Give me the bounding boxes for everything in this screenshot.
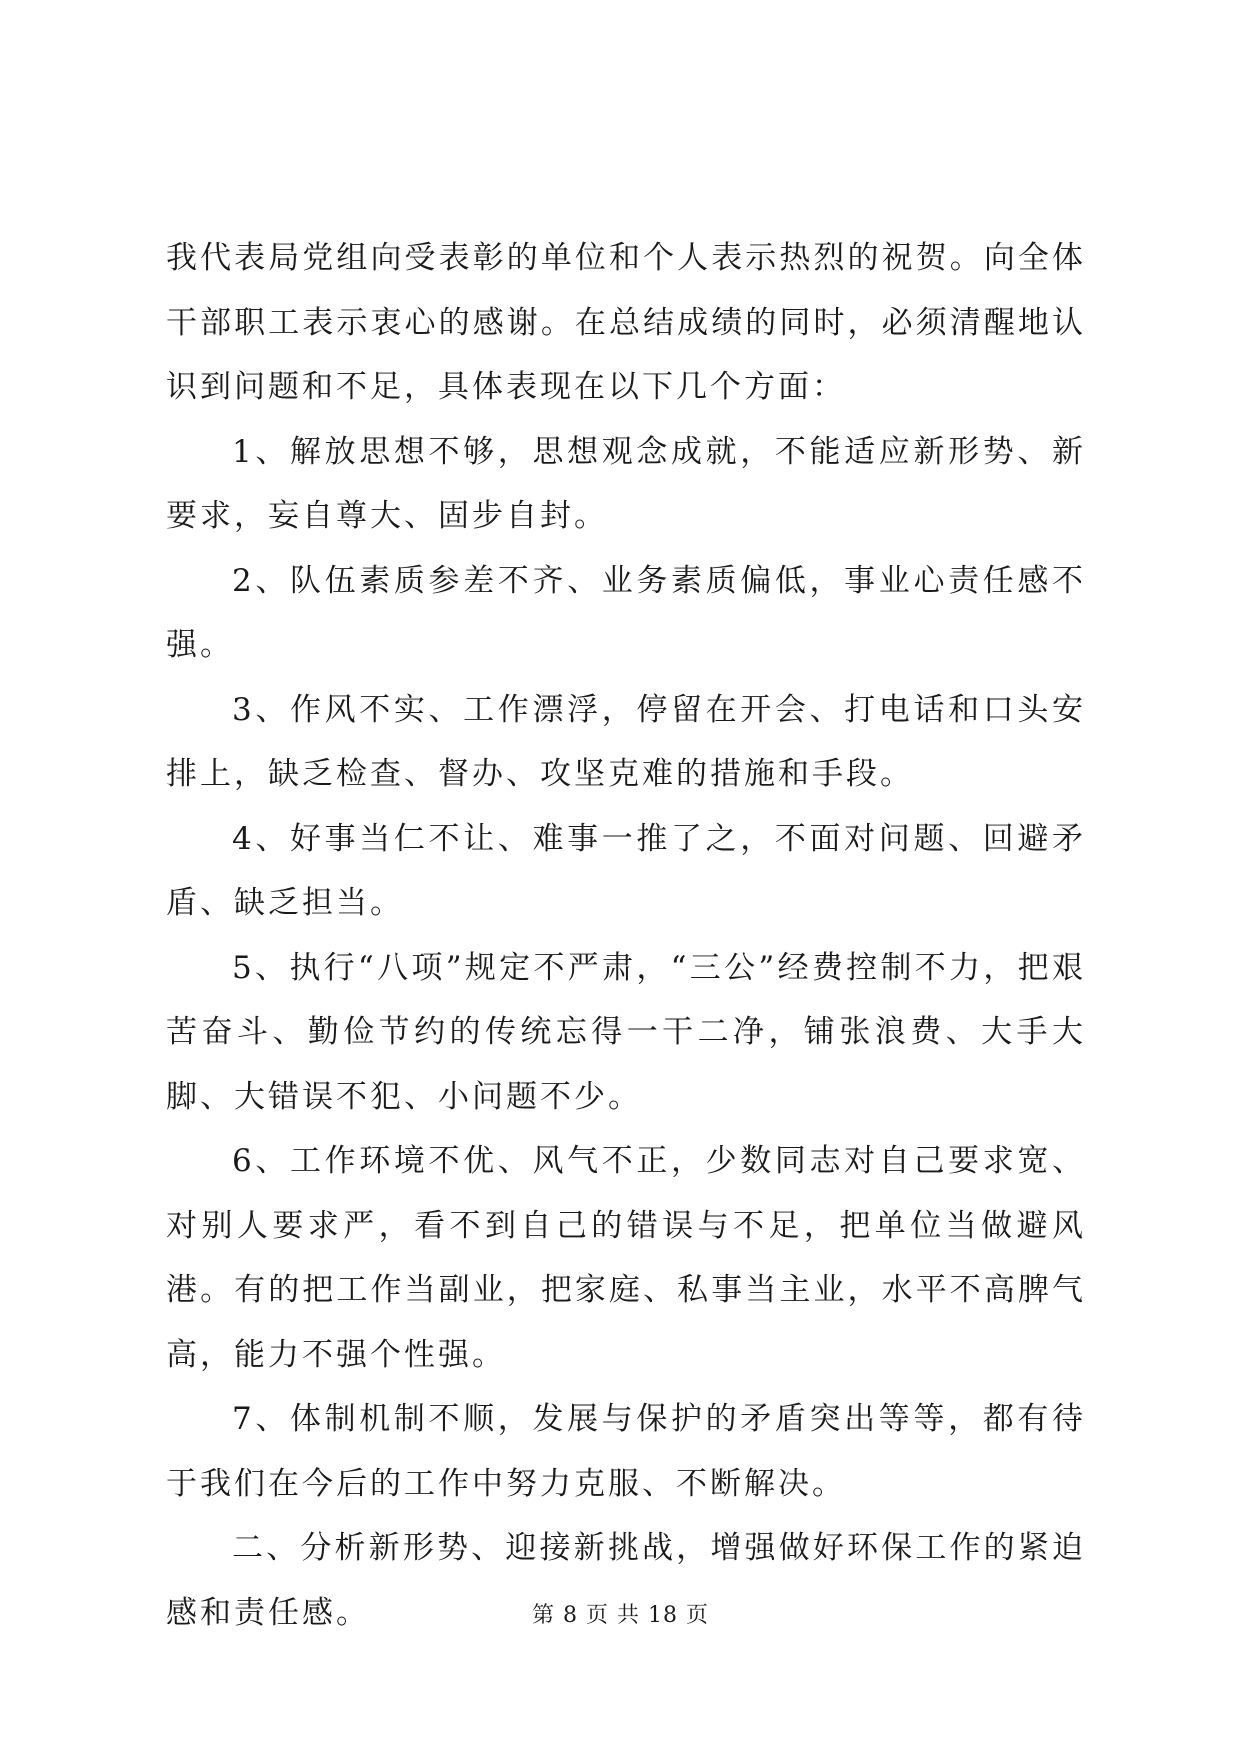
section-heading-2: 二、分析新形势、迎接新挑战，增强做好环保工作的紧迫感和责任感。 <box>166 1530 1086 1631</box>
page-number-footer: 第 8 页 共 18 页 <box>532 1603 709 1628</box>
paragraph-item-5: 5、执行“八项”规定不严肃，“三公”经费控制不力，把艰苦奋斗、勤俭节约的传统忘得一干二净，铺张浪费、大手大脚、大错误不犯、小问题不少。 <box>166 949 1086 1115</box>
paragraph-item-1: 1、解放思想不够，思想观念成就，不能适应新形势、新要求，妄自尊大、固步自封。 <box>166 433 1086 534</box>
paragraph-item-6: 6、工作环境不优、风气不正，少数同志对自己要求宽、对别人要求严，看不到自己的错误与不足，把单位当做避风港。有的把工作当副业，把家庭、私事当主业，水平不高脾气高，能力不强个性强。 <box>166 1143 1086 1373</box>
paragraph-item-3: 3、作风不实、工作漂浮，停留在开会、打电话和口头安排上，缺乏检查、督办、攻坚克难的措施和手段。 <box>166 691 1086 792</box>
paragraph-item-2: 2、队伍素质参差不齐、业务素质偏低，事业心责任感不强。 <box>166 562 1086 663</box>
paragraph-item-4: 4、好事当仁不让、难事一推了之，不面对问题、回避矛盾、缺乏担当。 <box>166 820 1086 921</box>
document-body <box>166 226 1086 1645</box>
paragraph-item-7: 7、体制机制不顺，发展与保护的矛盾突出等等，都有待于我们在今后的工作中努力克服、不断解决。 <box>166 1401 1086 1502</box>
paragraph-intro: 我代表局党组向受表彰的单位和个人表示热烈的祝贺。向全体干部职工表示衷心的感谢。在总结成绩的同时，必须清醒地认识到问题和不足，具体表现在以下几个方面： <box>166 240 1086 405</box>
